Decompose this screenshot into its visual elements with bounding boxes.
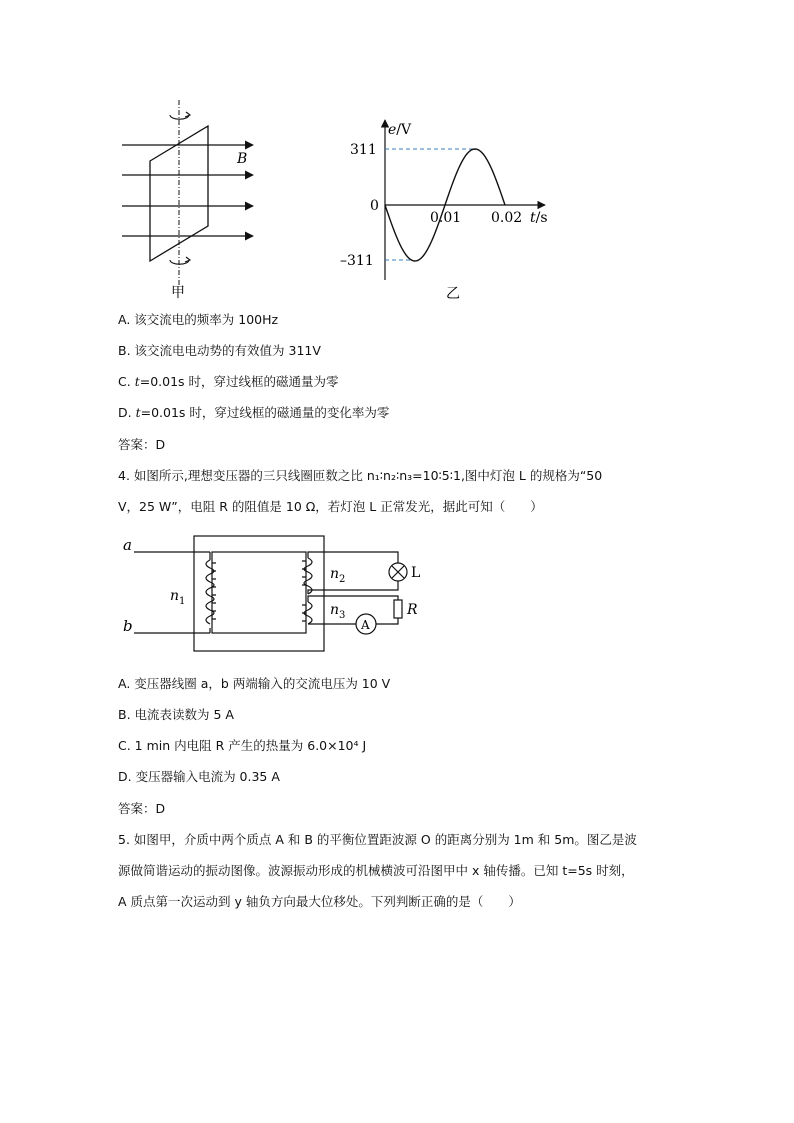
q4-option-d: D. 变压器输入电流为 0.35 A [118, 769, 280, 784]
resistor-label: R [407, 602, 418, 618]
n2-label: $n_2$ [330, 566, 346, 585]
x-tick-label: 0.01 [430, 210, 462, 226]
q5-stem-line3: A 质点第一次运动到 y 轴负方向最大位移处。下列判断正确的是（ ） [118, 894, 521, 909]
figure-transformer [120, 530, 430, 660]
q3-answer: 答案：D [118, 437, 166, 452]
n3-label: $n_3$ [330, 602, 346, 621]
secondary-coil-n2 [302, 558, 312, 594]
field-label-b: B [237, 151, 248, 167]
primary-coil [206, 560, 216, 624]
resistor-symbol [394, 600, 402, 618]
zero-label: 0 [370, 198, 379, 214]
q3-option-a: A. 该交流电的频率为 100Hz [118, 312, 279, 327]
ammeter-label: A [361, 618, 370, 632]
n1-label: $n_1$ [170, 588, 186, 607]
figure-caption-jia: 甲 [171, 285, 185, 301]
x-axis-label: t/s [530, 210, 548, 226]
q3-option-b: B. 该交流电电动势的有效值为 311V [118, 343, 321, 358]
q5-stem-line2: 源做简谐运动的振动图像。波源振动形成的机械横波可沿图甲中 x 轴传播。已知 t=5s 时刻， [118, 863, 634, 878]
y-min-label: –311 [340, 253, 374, 269]
figure-coil-in-field [110, 95, 280, 305]
q4-option-a: A. 变压器线圈 a，b 两端输入的交流电压为 10 V [118, 676, 391, 691]
q4-stem-line2: V，25 W”，电阻 R 的阻值是 10 Ω，若灯泡 L 正常发光，据此可知（ ） [118, 499, 543, 514]
transformer-core-outer [194, 536, 324, 651]
y-axis-label: e/V [388, 122, 412, 138]
secondary-coil-n3 [302, 602, 312, 624]
lamp-symbol [389, 563, 407, 581]
q3-option-d: D. t=0.01s 时，穿过线框的磁通量的变化率为零 [118, 405, 390, 420]
q4-answer: 答案：D [118, 801, 166, 816]
q4-stem-line1: 4. 如图所示,理想变压器的三只线圈匝数之比 n₁∶n₂∶n₃=10∶5∶1,图中灯泡 L 的规格为“50 [118, 468, 603, 483]
transformer-core-inner [212, 552, 306, 633]
q4-option-b: B. 电流表读数为 5 A [118, 707, 234, 722]
q5-stem-line1: 5. 如图甲，介质中两个质点 A 和 B 的平衡位置距波源 O 的距离分别为 1m 和 5m。图乙是波 [118, 832, 637, 847]
q3-option-c: C. t=0.01s 时，穿过线框的磁通量为零 [118, 374, 339, 389]
y-max-label: 311 [350, 142, 377, 158]
figure-caption-yi: 乙 [446, 286, 460, 302]
terminal-b-label: b [123, 617, 133, 635]
terminal-a-label: a [123, 536, 132, 554]
figure-emf-graph [330, 112, 560, 302]
lamp-label: L [411, 565, 421, 581]
q4-option-c: C. 1 min 内电阻 R 产生的热量为 6.0×10⁴ J [118, 738, 367, 753]
x-tick-label: 0.02 [491, 210, 523, 226]
